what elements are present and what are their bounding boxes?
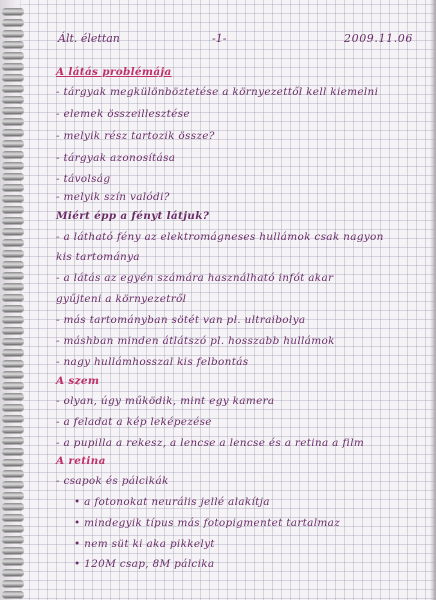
spiral-ring <box>2 272 24 279</box>
spiral-ring <box>2 107 24 114</box>
spiral-ring <box>2 415 24 422</box>
spiral-ring <box>2 338 24 345</box>
section-title: Miért épp a fényt látjuk? <box>56 210 210 222</box>
spiral-ring <box>2 184 24 191</box>
spiral-ring <box>2 371 24 378</box>
note-line: - a pupilla a rekesz, a lencse a lencse és a retina a film <box>56 437 365 449</box>
spiral-ring <box>2 547 24 554</box>
spiral-ring <box>2 327 24 334</box>
note-line: - melyik szín valódi? <box>56 191 170 203</box>
spiral-ring <box>2 206 24 213</box>
spiral-ring <box>2 349 24 356</box>
spiral-ring <box>2 569 24 576</box>
section-title: A retina <box>56 455 106 467</box>
spiral-ring <box>2 448 24 455</box>
spiral-ring <box>2 558 24 565</box>
spiral-ring <box>2 74 24 81</box>
note-bullet: • a fotonokat neurális jellé alakítja <box>74 496 270 508</box>
spiral-ring <box>2 217 24 224</box>
note-line: - tárgyak azonosítása <box>56 152 176 164</box>
note-line: - a látható fény az elektromágneses hullámok csak nagyon <box>56 231 384 243</box>
spiral-ring <box>2 536 24 543</box>
spiral-ring <box>2 382 24 389</box>
spiral-ring <box>2 239 24 246</box>
spiral-ring <box>2 481 24 488</box>
spiral-ring <box>2 63 24 70</box>
note-line: - olyan, úgy működik, mint egy kamera <box>56 395 275 407</box>
header-page-number: -1- <box>212 32 227 45</box>
note-line: - melyik rész tartozik össze? <box>56 130 215 142</box>
spiral-ring <box>2 250 24 257</box>
note-line: kis tartománya <box>56 251 140 263</box>
spiral-ring <box>2 96 24 103</box>
spiral-ring <box>2 591 24 598</box>
note-line: - a látás az egyén számára használható infót akar <box>56 272 334 284</box>
spiral-ring <box>2 470 24 477</box>
spiral-ring <box>2 162 24 169</box>
note-line: gyűjteni a környezetről <box>56 293 187 305</box>
note-line: - nagy hullámhosszal kis felbontás <box>56 356 249 368</box>
spiral-ring <box>2 41 24 48</box>
spiral-ring <box>2 85 24 92</box>
spiral-ring <box>2 360 24 367</box>
spiral-ring <box>2 393 24 400</box>
spiral-ring <box>2 30 24 37</box>
note-line: - elemek összeillesztése <box>56 108 190 120</box>
spiral-ring <box>2 514 24 521</box>
spiral-ring <box>2 503 24 510</box>
spiral-ring <box>2 118 24 125</box>
section-title: A látás problémája <box>56 66 172 78</box>
note-line: - a feladat a kép leképezése <box>56 416 212 428</box>
spiral-ring <box>2 316 24 323</box>
note-line: - tárgyak megkülönböztetése a környezettől kell kiemelni <box>56 86 379 98</box>
spiral-ring <box>2 8 24 15</box>
spiral-ring <box>2 19 24 26</box>
note-bullet: • nem süt ki aka pikkelyt <box>74 538 215 550</box>
spiral-ring <box>2 404 24 411</box>
header-date: 2009.11.06 <box>344 32 413 45</box>
spiral-ring <box>2 173 24 180</box>
spiral-ring <box>2 459 24 466</box>
note-line: - más tartományban sötét van pl. ultraibolya <box>56 314 306 326</box>
note-line: - máshban minden átlátszó pl. hosszabb hullámok <box>56 335 335 347</box>
note-bullet: • 120M csap, 8M pálcika <box>74 558 215 570</box>
spiral-ring <box>2 52 24 59</box>
page-edge <box>430 0 436 600</box>
spiral-ring <box>2 492 24 499</box>
spiral-ring <box>2 294 24 301</box>
section-title: A szem <box>56 375 100 387</box>
spiral-ring <box>2 151 24 158</box>
spiral-ring <box>2 437 24 444</box>
spiral-ring <box>2 228 24 235</box>
spiral-ring <box>2 140 24 147</box>
spiral-ring <box>2 261 24 268</box>
spiral-ring <box>2 129 24 136</box>
header-subject: Ált. élettan <box>58 32 120 45</box>
note-bullet: • mindegyik típus más fotopigmentet tartalmaz <box>74 517 341 529</box>
spiral-ring <box>2 525 24 532</box>
spiral-ring <box>2 283 24 290</box>
spiral-ring <box>2 426 24 433</box>
spiral-ring <box>2 305 24 312</box>
spiral-ring <box>2 195 24 202</box>
spiral-ring <box>2 580 24 587</box>
note-line: - távolság <box>56 173 111 185</box>
note-line: - csapok és pálcikák <box>56 475 169 487</box>
